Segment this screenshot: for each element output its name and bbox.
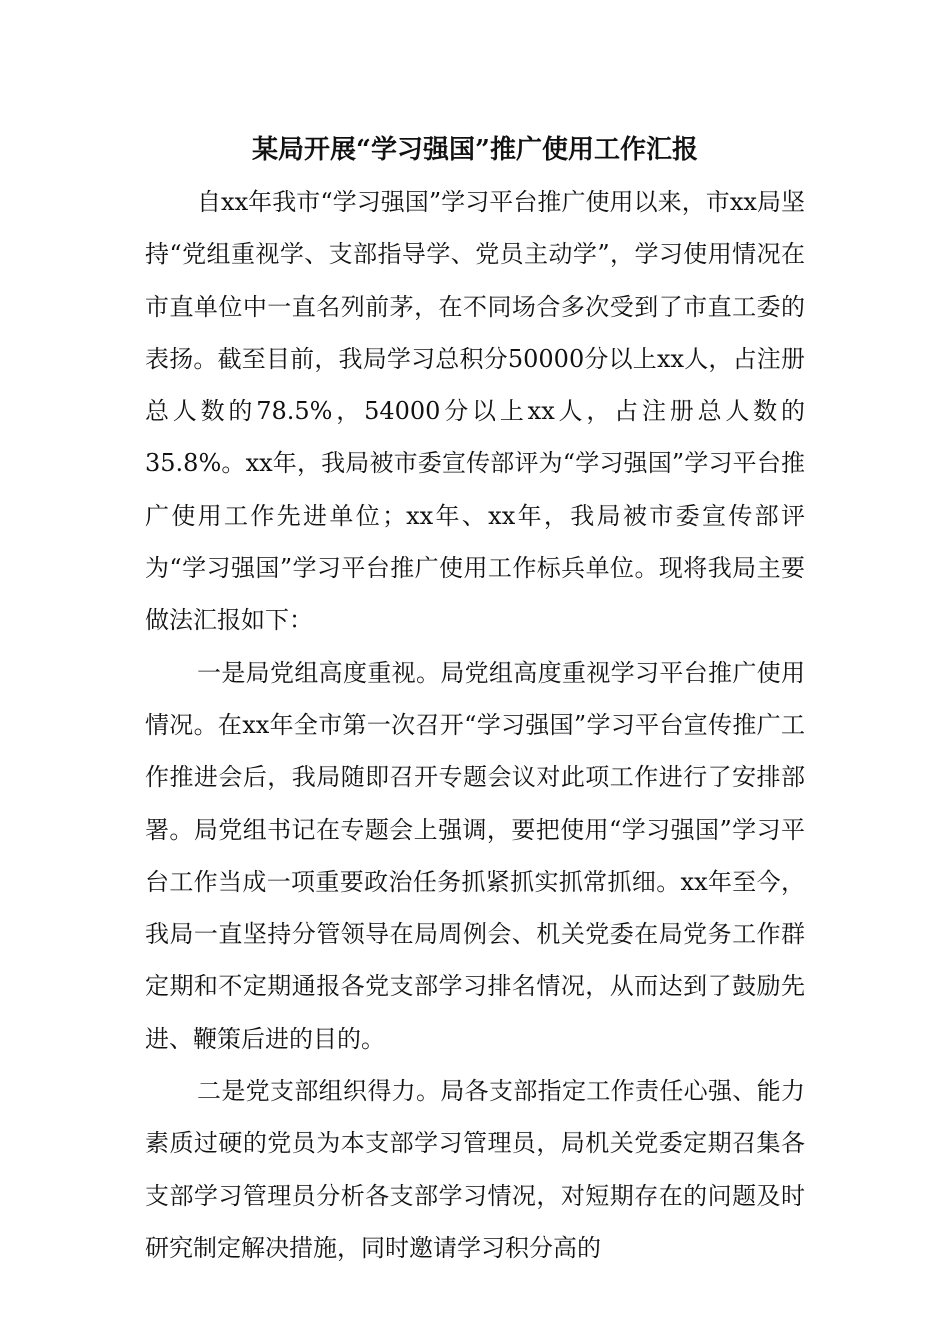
paragraph-point-one: 一是局党组高度重视。局党组高度重视学习平台推广使用情况。在xx年全市第一次召开“学习强国”学习平台宣传推广工作推进会后，我局随即召开专题会议对此项工作进行了安排部署。局党组书记在专题会上强调，要把使用“学习强国”学习平台工作当成一项重要政治任务抓紧抓实抓常抓细。xx年至今，我局一直坚持分管领导在局周例会、机关党委在局党务工作群定期和不定期通报各党支部学习排名情况，从而达到了鼓励先进、鞭策后进的目的。 (145, 658, 805, 1053)
document-title: 某局开展“学习强国”推广使用工作汇报 (252, 135, 698, 165)
paragraph-intro: 自xx年我市“学习强国”学习平台推广使用以来，市xx局坚持“党组重视学、支部指导学、党员主动学”，学习使用情况在市直单位中一直名列前茅，在不同场合多次受到了市直工委的表扬。截至目前，我局学习总积分50000分以上xx人，占注册总人数的78.5%，54000分以上xx人，占注册总人数的35.8%。xx年，我局被市委宣传部评为“学习强国”学习平台推广使用工作先进单位；xx年、xx年，我局被市委宣传部评为“学习强国”学习平台推广使用工作标兵单位。现将我局主要做法汇报如下： (145, 188, 805, 635)
document-body (145, 176, 805, 1274)
paragraph-point-two: 二是党支部组织得力。局各支部指定工作责任心强、能力素质过硬的党员为本支部学习管理员，局机关党委定期召集各支部学习管理员分析各支部学习情况，对短期存在的问题及时研究制定解决措施，同时邀请学习积分高的 (145, 1077, 805, 1262)
